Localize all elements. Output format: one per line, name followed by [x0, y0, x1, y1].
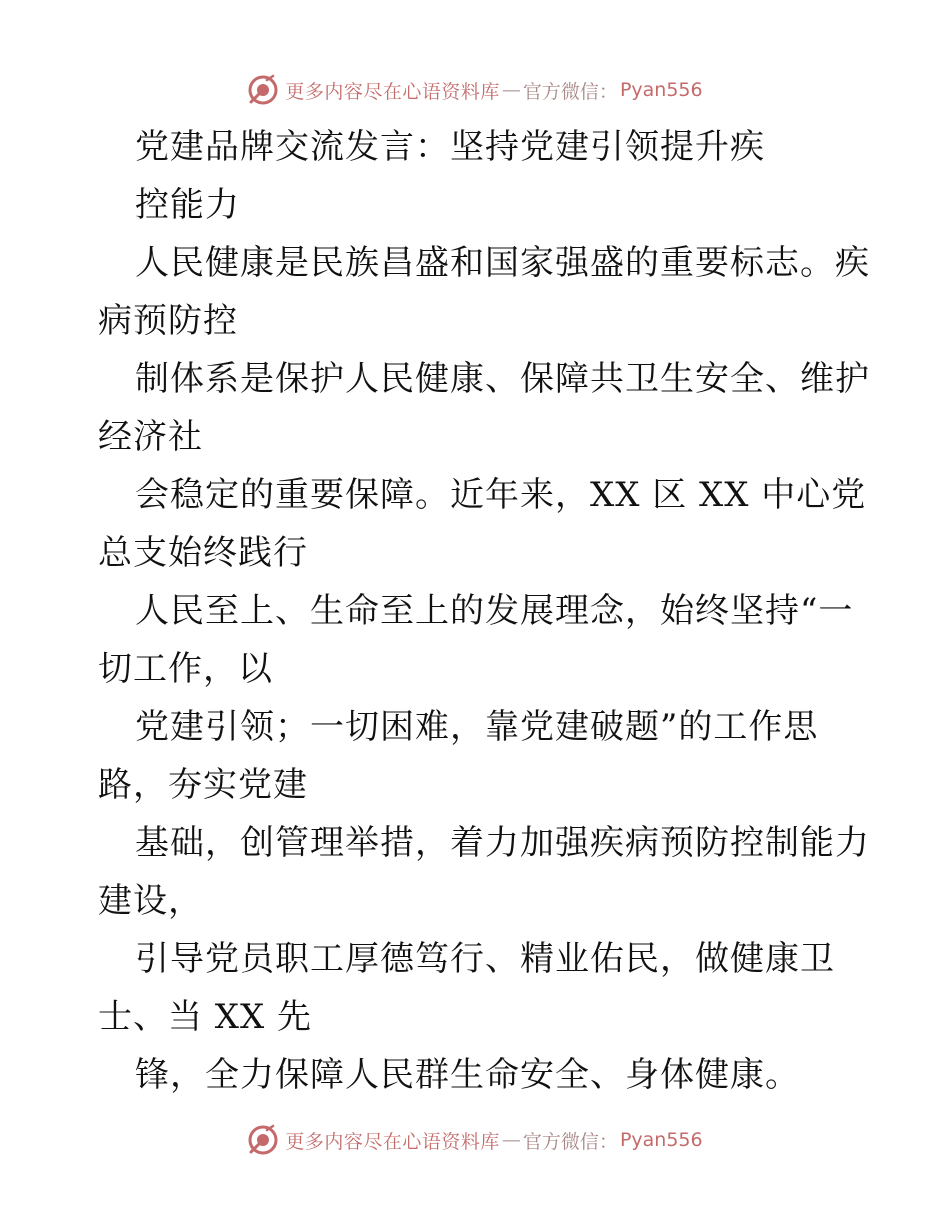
logo-icon: [247, 74, 279, 106]
text-line: 锋，全力保障人民群生命安全、身体健康。: [135, 1055, 800, 1095]
text-line: 党建引领；一切困难，靠党建破题”的工作思: [135, 707, 819, 747]
text-line: 病预防控: [98, 301, 238, 341]
watermark-main-text: 更多内容尽在心语资料库: [285, 1130, 500, 1153]
logo-icon: [247, 1124, 279, 1156]
text-line: 人民至上、生命至上的发展理念，始终坚持“一: [135, 591, 854, 631]
watermark-wechat-id: Pyan556: [619, 1129, 703, 1151]
title-line-1: 党建品牌交流发言：坚持党建引领提升疾: [135, 127, 765, 167]
watermark-separator: —: [501, 1129, 521, 1151]
watermark-wechat-id: Pyan556: [619, 79, 703, 101]
watermark-sub-text: 官方微信：: [522, 80, 618, 103]
text-line: 经济社: [98, 417, 203, 457]
header-watermark: [0, 70, 950, 110]
text-line: 路，夯实党建: [98, 765, 308, 805]
watermark-main-text: 更多内容尽在心语资料库: [285, 80, 500, 103]
text-line: 制体系是保护人民健康、保障共卫生安全、维护: [135, 359, 870, 399]
text-line: 人民健康是民族昌盛和国家强盛的重要标志。疾: [135, 243, 870, 283]
text-line: 会稳定的重要保障。近年来，XX 区 XX 中心党: [135, 475, 867, 515]
text-line: 基础，创管理举措，着力加强疾病预防控制能力: [135, 823, 870, 863]
text-line: 切工作，以: [98, 649, 273, 689]
text-line: 建设，: [98, 881, 203, 921]
watermark-separator: —: [501, 79, 521, 101]
watermark-sub-text: 官方微信：: [522, 1130, 618, 1153]
text-line: 总支始终践行: [98, 533, 308, 573]
text-line: 士、当 XX 先: [98, 997, 313, 1037]
footer-watermark: [0, 1120, 950, 1160]
title-line-2: 控能力: [135, 185, 240, 225]
text-line: 引导党员职工厚德笃行、精业佑民，做健康卫: [135, 939, 835, 979]
